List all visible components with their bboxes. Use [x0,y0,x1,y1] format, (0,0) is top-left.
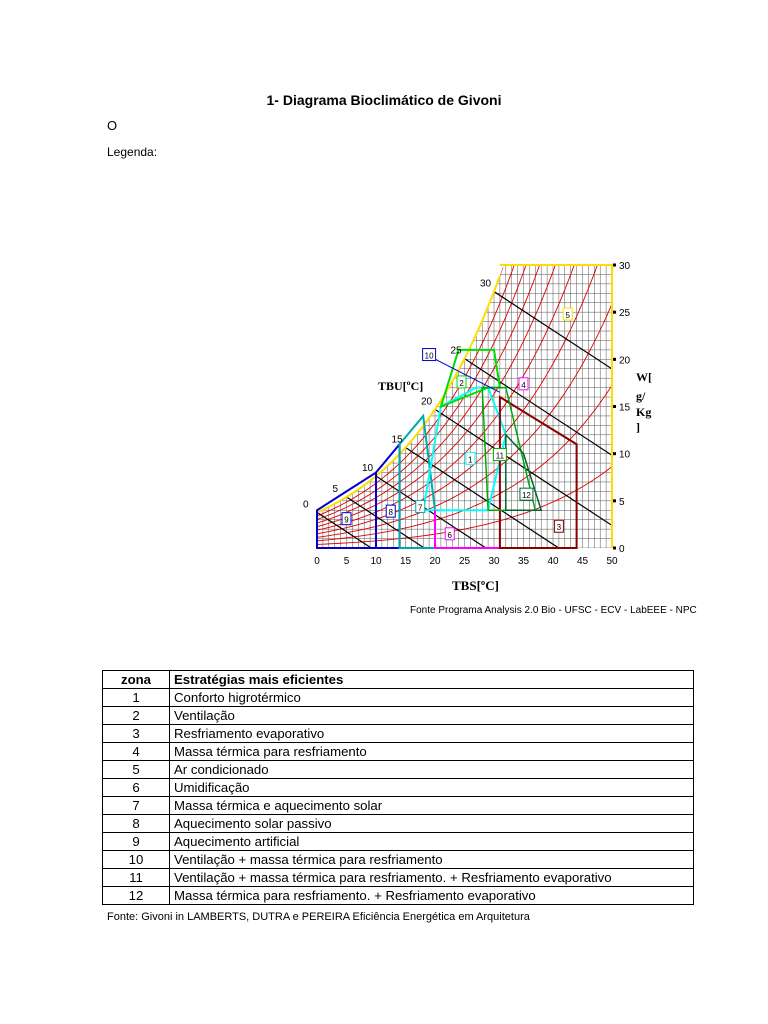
chart-source: Fonte Programa Analysis 2.0 Bio - UFSC - ECV - LabEEE - NPC [410,605,697,616]
table-body [103,689,694,905]
zone-strategy: Massa térmica para resfriamento. + Resfriamento evaporativo [170,887,694,905]
zone-number: 3 [103,725,170,743]
x-tick-label: 25 [458,556,471,567]
zone-strategy: Ventilação + massa térmica para resfriamento [170,851,694,869]
y-tick-label: 10 [619,449,631,461]
x-tick-label: 0 [314,556,320,567]
x-tick-label: 45 [576,556,589,567]
w-axis-label-2: g/ [636,389,646,403]
zone-strategy: Massa térmica para resfriamento [170,743,694,761]
x-tick-label: 15 [399,556,412,567]
zone-strategy: Ventilação + massa térmica para resfriamento. + Resfriamento evaporativo [170,869,694,887]
zone-tag-label: 12 [521,491,531,501]
table-row [103,725,694,743]
y-tick-mark [613,499,616,502]
zone-tag-label: 10 [424,351,434,361]
tbu-tick-label: 10 [362,463,374,475]
zone-number: 6 [103,779,170,797]
zone-number: 2 [103,707,170,725]
zone-tag-label: 9 [344,515,349,525]
zone-strategy: Conforto higrotérmico [170,689,694,707]
zone-number: 5 [103,761,170,779]
zone-tag-label: 8 [388,508,393,518]
y-tick-label: 0 [619,544,625,555]
footer-source: Fonte: Givoni in LAMBERTS, DUTRA e PEREIRA Eficiência Energética em Arquitetura [107,911,530,923]
y-tick-label: 25 [619,308,631,320]
tbu-tick-label: 30 [480,278,492,290]
zone-tag-label: 3 [556,523,562,533]
x-tick-label: 30 [488,556,500,567]
zone-strategy: Umidificação [170,779,694,797]
x-tick-label: 50 [606,556,618,567]
tbu-tick-label: 20 [421,396,433,408]
tbu-tick-label: 0 [303,499,309,511]
y-tick-label: 30 [619,261,631,272]
page-title: 1- Diagrama Bioclimático de Givoni [266,92,502,108]
y-tick-mark [613,547,616,550]
table-row [103,797,694,815]
y-tick-label: 20 [619,355,631,367]
x-axis-label: TBS[ºC] [452,578,499,593]
y-tick-mark [613,264,616,267]
header-zona: zona [103,671,170,689]
y-tick-label: 5 [619,496,625,508]
tbu-axis-label: TBU[ºC] [378,379,424,393]
zone-tag-label: 7 [418,503,423,513]
zone-number: 11 [103,869,170,887]
x-tick-label: 20 [429,556,441,567]
zone-strategy: Resfriamento evaporativo [170,725,694,743]
table-row [103,689,694,707]
table-row [103,833,694,851]
givoni-psychrometric-chart [290,255,670,600]
w-axis-label-1: W[ [636,370,652,384]
table-row [103,707,694,725]
zone-number: 12 [103,887,170,905]
table-row [103,851,694,869]
table-row [103,815,694,833]
y-tick-mark [613,358,616,361]
table-row [103,869,694,887]
legend-label: Legenda: [107,145,158,159]
w-axis-label-4: ] [636,420,640,434]
table-header-row [103,671,694,689]
zone-tag-label: 4 [521,380,526,390]
table-row [103,779,694,797]
zone-number: 10 [103,851,170,869]
wet-bulb-line [435,409,646,548]
zone-tag-label: 1 [468,455,473,465]
table-row [103,761,694,779]
y-tick-mark [613,452,616,455]
zone-strategy: Ar condicionado [170,761,694,779]
w-axis-label-3: Kg [636,405,652,419]
tbu-tick-label: 5 [332,484,339,496]
y-tick-mark [613,311,616,314]
header-estrategias: Estratégias mais eficientes [170,671,694,689]
x-tick-label: 10 [370,556,382,567]
zone-strategy: Aquecimento solar passivo [170,815,694,833]
zone-number: 1 [103,689,170,707]
zone-strategy: Aquecimento artificial [170,833,694,851]
zone-tag-label: 2 [459,378,464,388]
zone-tag-label: 11 [495,451,505,461]
x-tick-label: 5 [343,556,350,567]
tbu-tick-label: 25 [450,345,462,357]
table-row [103,743,694,761]
tbu-tick-label: 15 [391,434,403,446]
zone-number: 9 [103,833,170,851]
zone-tag-label: 5 [565,310,570,320]
x-tick-label: 40 [547,556,559,567]
y-tick-label: 15 [619,402,631,414]
zone-number: 8 [103,815,170,833]
zone-number: 4 [103,743,170,761]
zone-strategy: Massa térmica e aquecimento solar [170,797,694,815]
y-tick-mark [613,405,616,408]
zone-number: 7 [103,797,170,815]
zone-tag-label: 6 [447,530,452,540]
zones-table [102,670,694,905]
table-row [103,887,694,905]
zone-strategy: Ventilação [170,707,694,725]
x-tick-label: 35 [517,556,530,567]
paragraph-o: O [107,118,118,133]
